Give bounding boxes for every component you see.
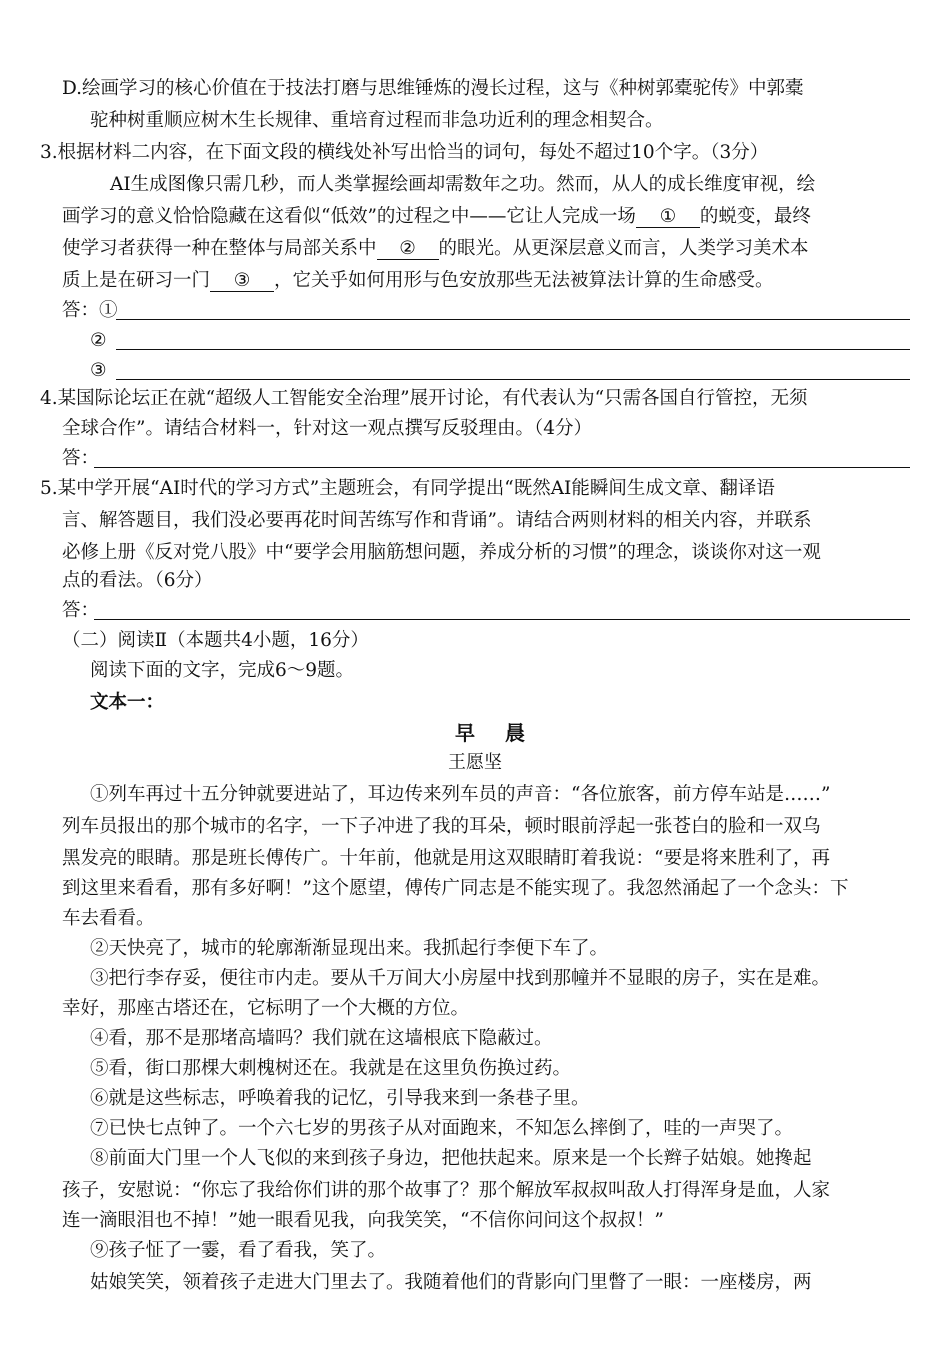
q5-answer-label: 答： [62,600,100,621]
paragraph-1-line-2: 列车员报出的那个城市的名字，一下子冲进了我的耳朵，顿时眼前浮起一张苍白的脸和一双乌 [62,816,821,837]
paragraph-1-line-3: 黑发亮的眼睛。那是班长傅传广。十年前，他就是用这双眼睛盯着我说：“要是将来胜利了，再 [62,848,830,869]
q3-passage-line-3 [62,236,809,262]
question-4-line-1: 4.某国际论坛正在就“超级人工智能安全治理”展开讨论，有代表认为“只需各国自行管控，无须 [40,388,808,409]
text-one-label: 文本一： [90,692,165,713]
q3-passage-line-4 [62,268,774,294]
fill-blank-3[interactable]: ③ [210,271,274,292]
answer-marker-1: ① [99,300,118,321]
paragraph-1-line-5: 车去看看。 [62,908,155,929]
q3-passage-text: 画学习的意义恰恰隐藏在这看似“低效”的过程之中——它让人完成一场 [62,206,636,227]
q4-answer-label: 答： [62,448,100,469]
question-5-line-2: 言、解答题目，我们没必要再花时间苦练写作和背诵”。请结合两则材料的相关内容，并联系 [62,510,812,531]
fill-blank-1[interactable]: ① [636,207,700,228]
paragraph-8-line-2: 孩子，安慰说：“你忘了我给你们讲的那个故事了？那个解放军叔叔叫敌人打得浑身是血，人家 [62,1180,830,1201]
section-2-heading: （二）阅读Ⅱ（本题共4小题，16分） [62,630,369,651]
paragraph-1-line-1: ①列车再过十五分钟就要进站了，耳边传来列车员的声音：“各位旅客，前方停车站是……” [90,784,831,805]
question-5-line-3: 必修上册《反对党八股》中“要学会用脑筋想问题，养成分析的习惯”的理念，谈谈你对这一观 [62,542,821,563]
paragraph-3-line-2: 幸好，那座古塔还在，它标明了一个大概的方位。 [62,998,470,1019]
q3-passage-text: 的蜕变，最终 [699,206,811,227]
q3-passage-text: 的眼光。从更深层意义而言，人类学习美术本 [438,238,809,259]
paragraph-9: ⑨孩子怔了一霎，看了看我，笑了。 [90,1240,387,1261]
article-title: 早晨 [455,721,555,745]
paragraph-6: ⑥就是这些标志，呼唤着我的记忆，引导我来到一条巷子里。 [90,1088,590,1109]
answer-line-3-3[interactable] [116,379,910,380]
answer-line-3-2[interactable] [116,349,910,350]
q3-passage-line-2 [62,204,811,230]
fill-blank-2[interactable]: ② [377,239,439,260]
paragraph-3-line-1: ③把行李存妥，便往市内走。要从千万间大小房屋中找到那幢并不显眼的房子，实在是难。 [90,968,831,989]
paragraph-1-line-4: 到这里来看看，那有多好啊！”这个愿望，傅传广同志是不能实现了。我忽然涌起了一个念头：下 [62,878,849,899]
paragraph-10-line-1: 姑娘笑笑，领着孩子走进大门里去了。我随着他们的背影向门里瞥了一眼：一座楼房，两 [90,1272,812,1293]
paragraph-8-line-1: ⑧前面大门里一个人飞似的来到孩子身边，把他扶起来。原来是一个长辫子姑娘。她搀起 [90,1148,812,1169]
paragraph-2: ②天快亮了，城市的轮廓渐渐显现出来。我抓起行李便下车了。 [90,938,609,959]
paragraph-7: ⑦已快七点钟了。一个六七岁的男孩子从对面跑来，不知怎么摔倒了，哇的一声哭了。 [90,1118,794,1139]
answer-line-3-1[interactable] [116,319,910,320]
q3-passage-text: 使学习者获得一种在整体与局部关系中 [62,238,377,259]
answer-marker-3: ③ [90,360,107,381]
question-5-line-4: 点的看法。（6分） [62,570,213,591]
q3-answer-label: 答：① [62,300,118,321]
paragraph-8-line-3: 连一滴眼泪也不掉！”她一眼看见我，向我笑笑，“不信你问问这个叔叔！” [62,1210,664,1231]
answer-marker-2: ② [90,330,107,351]
article-author: 王愿坚 [448,752,502,773]
question-3-stem: 3.根据材料二内容，在下面文段的横线处补写出恰当的词句，每处不超过10个字。（3分） [40,142,769,163]
q3-passage-text: ，它关乎如何用形与色安放那些无法被算法计算的生命感受。 [274,270,774,291]
q3-passage-text: 质上是在研习一门 [62,270,211,291]
q3-passage-line-1: AI生成图像只需几秒，而人类掌握绘画却需数年之功。然而，从人的成长维度审视，绘 [110,174,816,195]
answer-line-5[interactable] [94,619,910,620]
paragraph-5: ⑤看，街口那棵大刺槐树还在。我就是在这里负伤换过药。 [90,1058,572,1079]
answer-line-4[interactable] [94,467,910,468]
question-4-line-2: 全球合作”。请结合材料一，针对这一观点撰写反驳理由。（4分） [62,418,592,439]
question-5-line-1: 5.某中学开展“AI时代的学习方式”主题班会，有同学提出“既然AI能瞬间生成文章、翻译语 [40,478,775,499]
section-2-instruction: 阅读下面的文字，完成6～9题。 [90,660,355,681]
paragraph-4: ④看，那不是那堵高墙吗？我们就在这墙根底下隐蔽过。 [90,1028,553,1049]
option-d-line-1: D.绘画学习的核心价值在于技法打磨与思维锤炼的漫长过程，这与《种树郭橐驼传》中郭橐 [62,78,804,99]
option-d-line-2: 驼种树重顺应树木生长规律、重培育过程而非急功近利的理念相契合。 [90,110,664,131]
